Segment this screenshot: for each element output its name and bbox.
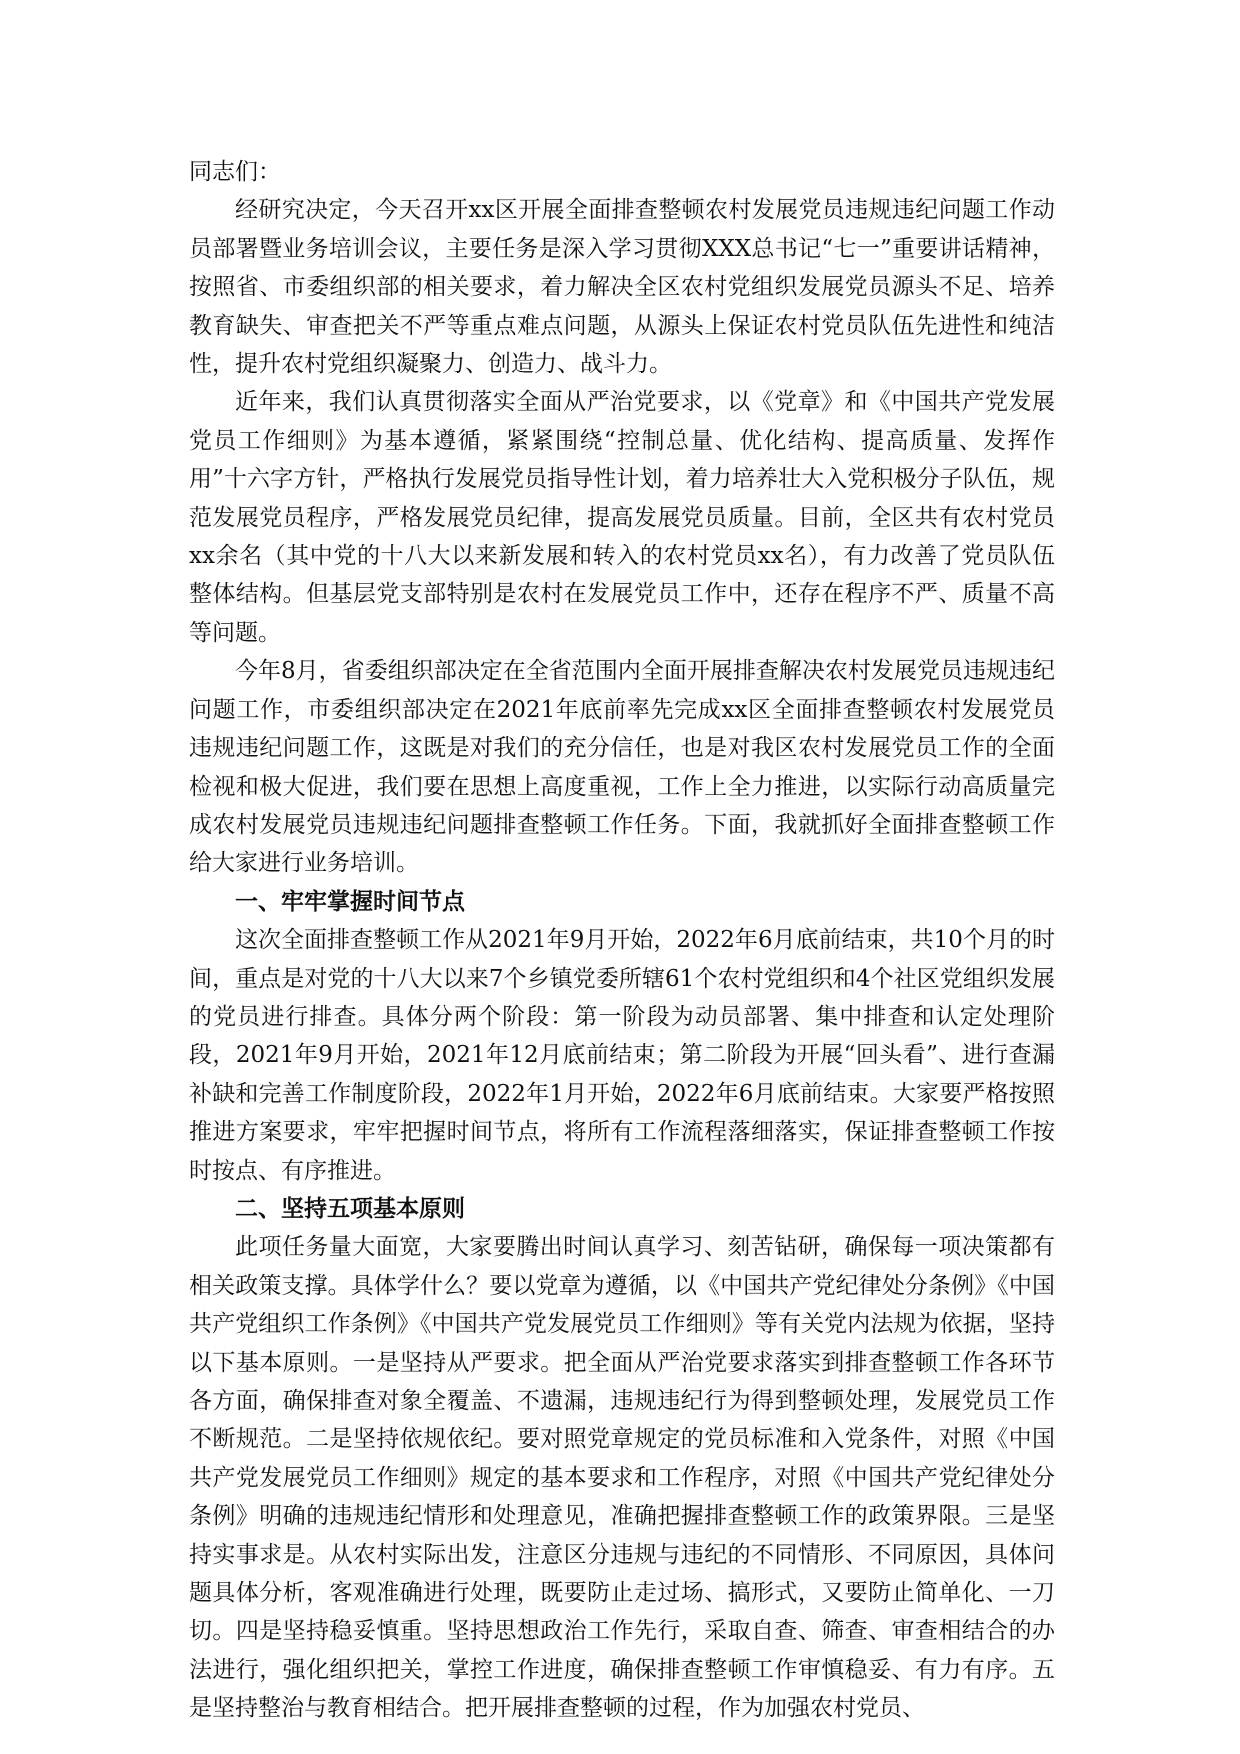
document-body — [189, 153, 1055, 1728]
section-heading-time-nodes: 一、牢牢掌握时间节点 — [235, 887, 465, 915]
paragraph-recent-years: 近年来，我们认真贯彻落实全面从严治党要求，以《党章》和《中国共产党发展党员工作细则》为基本遵循，紧紧围绕“控制总量、优化结构、提高质量、发挥作用”十六字方针，严格执行发展党员指导性计划，着力培养壮大入党积极分子队伍，规范发展党员程序，严格发展党员纪律，提高发展党员质量。目前，全区共有农村党员xx余名（其中党的十八大以来新发展和转入的农村党员xx名），有力改善了党员队伍整体结构。但基层党支部特别是农村在发展党员工作中，还存在程序不严、质量不高等问题。 — [189, 389, 1055, 646]
paragraph-august-decision: 今年8月，省委组织部决定在全省范围内全面开展排查解决农村发展党员违规违纪问题工作，市委组织部决定在2021年底前率先完成xx区全面排查整顿农村发展党员违规违纪问题工作，这既是对我们的充分信任，也是对我区农村发展党员工作的全面检视和极大促进，我们要在思想上高度重视，工作上全力推进，以实际行动高质量完成农村发展党员违规违纪问题排查整顿工作任务。下面，我就抓好全面排查整顿工作给大家进行业务培训。 — [189, 658, 1055, 877]
paragraph-time-schedule: 这次全面排查整顿工作从2021年9月开始，2022年6月底前结束，共10个月的时间，重点是对党的十八大以来7个乡镇党委所辖61个农村党组织和4个社区党组织发展的党员进行排查。具体分两个阶段：第一阶段为动员部署、集中排查和认定处理阶段，2021年9月开始，2021年12月底前结束；第二阶段为开展“回头看”、进行查漏补缺和完善工作制度阶段，2022年1月开始，2022年6月底前结束。大家要严格按照推进方案要求，牢牢把握时间节点，将所有工作流程落细落实，保证排查整顿工作按时按点、有序推进。 — [189, 927, 1055, 1184]
paragraph-mobilization-meeting: 经研究决定，今天召开xx区开展全面排查整顿农村发展党员违规违纪问题工作动员部署暨业务培训会议，主要任务是深入学习贯彻XXX总书记“七一”重要讲话精神，按照省、市委组织部的相关要求，着力解决全区农村党组织发展党员源头不足、培养教育缺失、审查把关不严等重点难点问题，从源头上保证农村党员队伍先进性和纯洁性，提升农村党组织凝聚力、创造力、战斗力。 — [189, 197, 1055, 378]
salutation: 同志们： — [189, 159, 281, 185]
paragraph-five-principles: 此项任务量大面宽，大家要腾出时间认真学习、刻苦钻研，确保每一项决策都有相关政策支撑。具体学什么？要以党章为遵循，以《中国共产党纪律处分条例》《中国共产党组织工作条例》《中国共产党发展党员工作细则》等有关党内法规为依据，坚持以下基本原则。一是坚持从严要求。把全面从严治党要求落实到排查整顿工作各环节各方面，确保排查对象全覆盖、不遗漏，违规违纪行为得到整顿处理，发展党员工作不断规范。二是坚持依规依纪。要对照党章规定的党员标准和入党条件，对照《中国共产党发展党员工作细则》规定的基本要求和工作程序，对照《中国共产党纪律处分条例》明确的违规违纪情形和处理意见，准确把握排查整顿工作的政策界限。三是坚持实事求是。从农村实际出发，注意区分违规与违纪的不同情形、不同原因，具体问题具体分析，客观准确进行处理，既要防止走过场、搞形式，又要防止简单化、一刀切。四是坚持稳妥慎重。坚持思想政治工作先行，采取自查、筛查、审查相结合的办法进行，强化组织把关，掌控工作进度，确保排查整顿工作审慎稳妥、有力有序。五是坚持整治与教育相结合。把开展排查整顿的过程，作为加强农村党员、 — [189, 1234, 1055, 1722]
section-heading-five-principles: 二、坚持五项基本原则 — [235, 1194, 465, 1222]
